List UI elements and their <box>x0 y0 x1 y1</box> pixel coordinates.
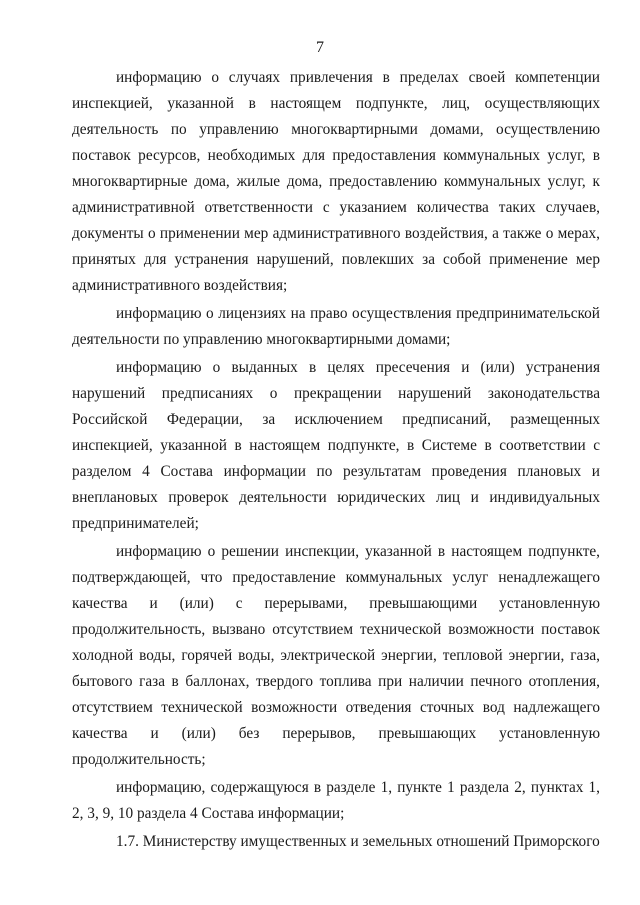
document-body <box>72 65 600 855</box>
paragraph-licenses: информацию о лицензиях на право осуществления предпринимательской деятельности по управлению многоквартирными домами; <box>72 305 600 348</box>
page-number: 7 <box>316 39 324 56</box>
paragraph-ministry: 1.7. Министерству имущественных и земельных отношений Приморского <box>116 833 600 850</box>
paragraph-info-sections: информацию, содержащуюся в разделе 1, пункте 1 раздела 2, пунктах 1, 2, 3, 9, 10 раздела 4 Состава информации; <box>72 779 600 822</box>
paragraph-inspection-decision: информацию о решении инспекции, указанной в настоящем подпункте, подтверждающей, что предоставление коммунальных услуг ненадлежащего качества и (или) с перерывами, превышающими установленную продолжительность, вызвано отсутствием технической возможности поставок холодной воды, горячей воды, электрической энергии, тепловой энергии, газа, бытового газа в баллонах, твердого топлива при наличии печного отопления, отсутствием технической возможности отведения сточных вод надлежащего качества и (или) без перерывов, превышающих установленную продолжительность; <box>72 543 600 768</box>
paragraph-admin-responsibility: информацию о случаях привлечения в пределах своей компетенции инспекцией, указанной в настоящем подпункте, лиц, осуществляющих деятельность по управлению многоквартирными домами, осуществлению поставок ресурсов, необходимых для предоставления коммунальных услуг, в многоквартирные дома, жилые дома, предоставлению коммунальных услуг, к административной ответственности с указанием количества таких случаев, документы о применении мер административного воздействия, а также о мерах, принятых для устранения нарушений, повлекших за собой применение мер административного воздействия; <box>72 69 600 294</box>
paragraph-orders: информацию о выданных в целях пресечения и (или) устранения нарушений предписаниях о прекращении нарушений законодательства Российской Федерации, за исключением предписаний, размещенных инспекцией, указанной в настоящем подпункте, в Системе в соответствии с разделом 4 Состава информации по результатам проведения плановых и внеплановых проверок деятельности юридических лиц и индивидуальных предпринимателей; <box>72 359 600 532</box>
